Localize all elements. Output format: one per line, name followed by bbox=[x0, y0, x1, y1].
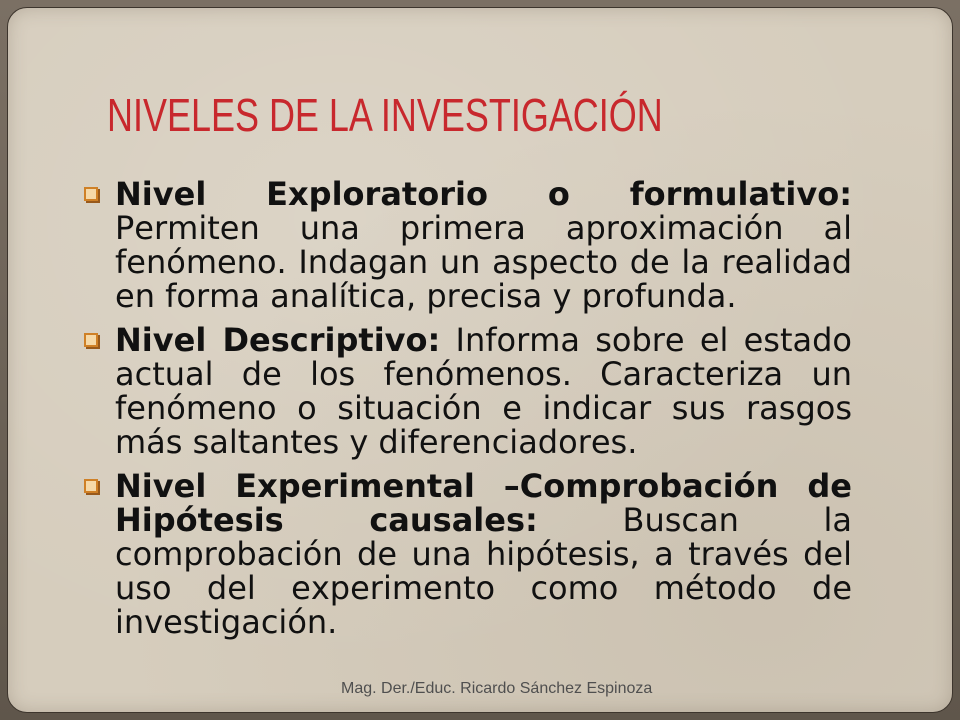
list-item-text bbox=[115, 177, 852, 313]
list-item-term: Nivel Experimental –Comprobación de Hipótesis causales: bbox=[115, 467, 852, 539]
list-item-text bbox=[115, 323, 852, 459]
list-item bbox=[83, 469, 852, 639]
list-item bbox=[83, 323, 852, 459]
square-bullet-icon bbox=[84, 479, 98, 493]
list-item-description: Buscan la comprobación de una hipótesis, a través del uso del experimento como método de investigación. bbox=[115, 501, 853, 641]
slide-title: NIVELES DE LA INVESTIGACIÓN bbox=[107, 89, 663, 141]
list-item-description: Permiten una primera aproximación al fenómeno. Indagan un aspecto de la realidad en forma analítica, precisa y profunda. bbox=[115, 209, 852, 315]
list-item-term: Nivel Exploratorio o formulativo: bbox=[115, 175, 852, 213]
bullet-list bbox=[83, 177, 852, 639]
square-bullet-icon bbox=[84, 187, 98, 201]
list-item-description: Informa sobre el estado actual de los fenómenos. Caracteriza un fenómeno o situación e indicar sus rasgos más saltantes y diferenciadores. bbox=[115, 321, 852, 461]
list-item-term: Nivel Descriptivo: bbox=[115, 321, 441, 359]
list-item-text bbox=[115, 469, 852, 639]
list-item bbox=[83, 177, 852, 313]
square-bullet-icon bbox=[84, 333, 98, 347]
slide-footer: Mag. Der./Educ. Ricardo Sánchez Espinoza bbox=[341, 680, 653, 697]
